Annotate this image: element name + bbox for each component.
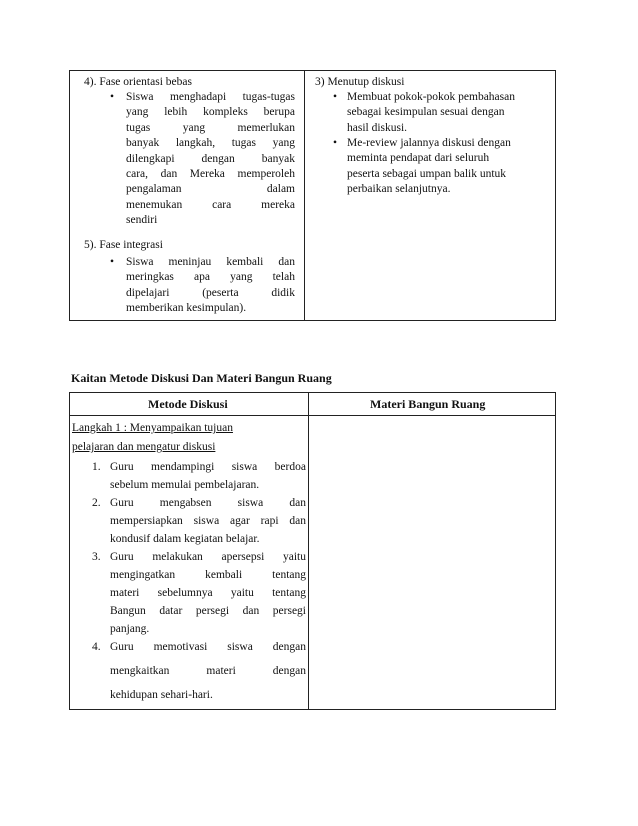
text-line xyxy=(110,495,306,513)
text-line: Membuat pokok-pokok pembahasan xyxy=(347,91,515,103)
word: meringkas xyxy=(126,271,174,284)
text-line xyxy=(126,90,295,105)
word: memotivasi xyxy=(153,641,208,653)
word: Guru xyxy=(110,461,134,473)
word: dan xyxy=(278,256,295,268)
word: Siswa xyxy=(126,91,154,103)
word: kembali xyxy=(205,569,243,581)
metode-cell xyxy=(72,420,304,707)
word: dan xyxy=(160,167,178,180)
review-text xyxy=(347,136,547,198)
word: tentang xyxy=(272,569,306,581)
word: Guru xyxy=(110,551,134,563)
word: tentang xyxy=(272,587,306,599)
word: (peserta xyxy=(202,286,239,299)
word: apa xyxy=(194,271,210,284)
text-line: kondusif dalam kegiatan belajar. xyxy=(110,533,260,545)
word: memerlukan xyxy=(237,121,295,134)
word: dengan xyxy=(272,665,306,677)
word: dan xyxy=(289,497,306,509)
text-line: perbaikan selanjutnya. xyxy=(347,183,451,196)
text-line xyxy=(126,136,295,151)
summary-text xyxy=(347,90,547,136)
word: dilengkapi xyxy=(126,152,175,165)
text-line xyxy=(126,121,295,136)
phase5-heading: 5). Fase integrasi xyxy=(84,239,163,251)
word: dan xyxy=(242,605,260,617)
word: yaitu xyxy=(283,551,306,563)
word: yang xyxy=(272,137,295,150)
item-number: 2. xyxy=(92,497,101,509)
word: lebih xyxy=(164,106,188,119)
text-line xyxy=(126,255,295,270)
bullet-icon: • xyxy=(333,137,338,149)
word: berdoa xyxy=(274,461,306,473)
text-line xyxy=(126,270,295,285)
word: yang xyxy=(126,106,149,119)
text-line xyxy=(126,105,295,120)
text-line: sebagai kesimpulan sesuai dengan xyxy=(347,106,505,119)
word: tugas xyxy=(126,121,151,134)
text-line xyxy=(110,513,306,531)
column-divider xyxy=(308,393,309,709)
section-title: Kaitan Metode Diskusi Dan Materi Bangun Ruang xyxy=(71,371,332,385)
item-4 xyxy=(92,639,306,707)
text-line xyxy=(110,585,306,603)
word: Mereka xyxy=(189,167,225,180)
word: meninjau xyxy=(168,256,212,268)
text-line: meminta pendapat dari seluruh xyxy=(347,152,490,165)
phase4-heading: 4). Fase orientasi bebas xyxy=(84,76,192,88)
word: didik xyxy=(271,286,295,299)
word: memperoleh xyxy=(237,167,295,180)
text-line xyxy=(110,663,306,687)
bullet-icon: • xyxy=(333,91,338,103)
phase4-text xyxy=(126,90,295,229)
right-cell xyxy=(315,75,547,196)
word: Bangun xyxy=(110,605,146,617)
word: datar xyxy=(159,605,183,617)
word: mendampingi xyxy=(151,461,215,473)
word: telah xyxy=(272,271,295,284)
word: tugas-tugas xyxy=(242,91,295,103)
bullet-icon: • xyxy=(110,256,115,268)
word: menghadapi xyxy=(169,91,227,103)
word: yang xyxy=(182,121,206,134)
text-line xyxy=(110,459,306,477)
word: siswa xyxy=(227,641,253,653)
top-table xyxy=(69,70,556,321)
bullet-icon: • xyxy=(110,91,115,103)
word: persegi xyxy=(272,605,306,617)
text-line: peserta sebagai umpan balik untuk xyxy=(347,167,507,180)
text-line: sebelum memulai pembelajaran. xyxy=(110,479,260,491)
text-line: memberikan kesimpulan). xyxy=(126,302,247,315)
word: sebelumnya xyxy=(157,587,213,599)
word: materi xyxy=(110,587,140,599)
word: yang xyxy=(230,271,253,284)
word: dipelajari xyxy=(126,286,170,299)
word: melakukan xyxy=(152,551,203,563)
word: dalam xyxy=(266,183,295,196)
word: Siswa xyxy=(126,256,154,268)
word: cara, xyxy=(126,167,149,180)
bottom-table xyxy=(69,392,556,710)
word: agar xyxy=(230,515,250,527)
word: tugas xyxy=(231,137,256,150)
word: materi xyxy=(206,665,236,677)
left-cell xyxy=(84,75,295,315)
text-line xyxy=(110,639,306,663)
col-header-metode: Metode Diskusi xyxy=(148,397,228,411)
word: rapi xyxy=(260,515,279,527)
text-line: Me-review jalannya diskusi dengan xyxy=(347,137,511,149)
word: mengabsen xyxy=(159,497,212,509)
word: dengan xyxy=(272,641,306,653)
phase5-text xyxy=(126,255,295,317)
word: mengkaitkan xyxy=(110,665,170,677)
column-divider xyxy=(304,71,305,320)
word: kembali xyxy=(226,256,264,268)
word: menemukan xyxy=(126,198,183,211)
word: pengalaman xyxy=(126,183,182,196)
word: banyak xyxy=(261,152,295,165)
word: siswa xyxy=(231,461,258,473)
word: banyak xyxy=(126,137,160,150)
text-line xyxy=(126,152,295,167)
word: cara xyxy=(212,198,232,211)
step-heading-line2: pelajaran dan mengatur diskusi xyxy=(72,441,216,453)
word: dan xyxy=(289,515,306,527)
header-divider xyxy=(70,415,555,416)
text-line: panjang. xyxy=(110,623,150,635)
word: Guru xyxy=(110,641,134,653)
item-number: 3. xyxy=(92,551,101,563)
word: yaitu xyxy=(230,587,254,599)
word: siswa xyxy=(193,515,220,527)
step-heading-line1: Langkah 1 : Menyampaikan tujuan xyxy=(72,422,233,434)
item-3 xyxy=(92,549,306,639)
text-line: sendiri xyxy=(126,214,158,227)
text-line xyxy=(126,198,295,213)
text-line xyxy=(110,603,306,621)
col-header-materi: Materi Bangun Ruang xyxy=(370,397,486,411)
item-1 xyxy=(92,459,306,495)
item-number: 1. xyxy=(92,461,101,473)
text-line xyxy=(126,286,295,301)
text-line xyxy=(126,167,295,182)
word: mempersiapkan xyxy=(110,515,183,527)
word: siswa xyxy=(237,497,264,509)
text-line: hasil diskusi. xyxy=(347,121,408,134)
word: langkah, xyxy=(175,137,216,150)
close-discussion-heading: 3) Menutup diskusi xyxy=(315,76,405,88)
word: mengingatkan xyxy=(110,569,176,581)
word: apersepsi xyxy=(221,551,265,563)
word: persegi xyxy=(195,605,230,617)
word: mereka xyxy=(261,198,295,211)
text-line xyxy=(126,182,295,197)
text-line: kehidupan sehari-hari. xyxy=(110,689,213,701)
word: dengan xyxy=(201,152,235,165)
text-line xyxy=(110,567,306,585)
item-number: 4. xyxy=(92,641,101,653)
word: berupa xyxy=(263,106,295,119)
text-line xyxy=(110,549,306,567)
item-2 xyxy=(92,495,306,549)
word: kompleks xyxy=(203,106,248,119)
word: Guru xyxy=(110,497,134,509)
